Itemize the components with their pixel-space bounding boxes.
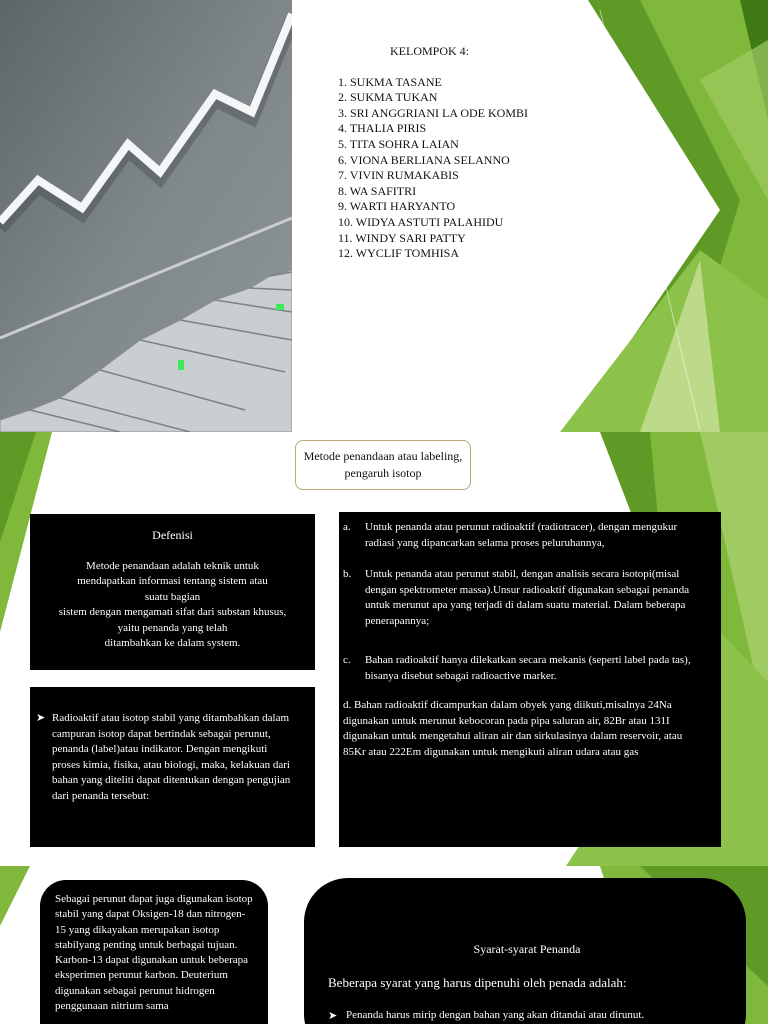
item-marker: b. [343, 568, 352, 580]
item-marker: d. [343, 699, 352, 711]
list-item: 10. WIDYA ASTUTI PALAHIDU [338, 214, 504, 229]
list-item: 3. SRI ANGGRIANI LA ODE KOMBI [338, 105, 529, 120]
item-text: Untuk penanda atau perunut radioaktif (radiotracer), dengan mengukur radiasi yang dipancarkan selama proses peluruhannya, [365, 521, 678, 549]
requirement-text: Penanda harus mirip dengan bahan yang akan ditandai atau dirunut. [346, 1009, 645, 1021]
definition-line: suatu bagian [144, 590, 201, 603]
requirements-box [304, 878, 746, 1024]
bullet-text: Radioaktif atau isotop stabil yang ditambahkan dalam campuran isotop dapat bertindak sebagai perunut, penanda (label)atau indikator. Dengan mengikuti proses kimia, fisika, atau biologi, maka, kelakuan dari bahan yang diteliti dapat ditentukan dengan pengujian dari penanda tersebut: [52, 712, 291, 802]
stable-isotope-text: Sebagai perunut dapat juga digunakan isotop stabil yang dapat Oksigen-18 dan nitrogen-15 yang dikayakan merupakan isotop stabilyang penting untuk berbagai tujuan. Karbon-13 dapat digunakan untuk beberapa eksperimen perunut karbon. Deuterium digunakan sebagai perunut hidrogen penggunaan nitrium sama [55, 893, 253, 1013]
stable-isotope-box [40, 880, 268, 1024]
arrow-bullet-icon: ➤ [36, 712, 46, 724]
list-item [343, 567, 705, 629]
list-item: 1. SUKMA TASANE [338, 74, 442, 89]
slide-group-members [0, 0, 768, 432]
list-item: 9. WARTI HARYANTO [338, 199, 456, 214]
bullet-item [36, 711, 295, 804]
definition-line: sistem dengan mengamati sifat dari substan khusus, [58, 606, 287, 618]
requirements-intro: Beberapa syarat yang harus dipenuhi oleh penada adalah: [328, 975, 627, 990]
item-marker: c. [343, 654, 351, 666]
definition-line: Metode penandaan adalah teknik untuk [86, 559, 259, 572]
list-item [343, 520, 705, 551]
item-text: Untuk penanda atau perunut stabil, dengan analisis secara isotopi(misal dengan spektrometer massa).Unsur radioaktif digunakan sebagai penanda untuk merunut apa yang terjadi di dalam suatu material. Dalam beberapa penerapannya; [365, 568, 690, 627]
item-text: Bahan radioaktif hanya dilekatkan secara mekanis (seperti label pada tas), bisanya disebut sebagai radioactive marker. [365, 654, 691, 682]
method-list-box [339, 512, 721, 847]
definition-box [30, 514, 315, 670]
bullet-item [328, 1009, 726, 1021]
group-member-list [338, 44, 528, 262]
list-item: 8. WA SAFITRI [338, 183, 417, 198]
group-title: KELOMPOK 4: [390, 44, 470, 58]
definition-text [30, 559, 315, 652]
list-item: 6. VIONA BERLIANA SELANNO [338, 152, 510, 167]
definition-line: mendapatkan informasi tentang sistem atau [77, 575, 268, 587]
definition-line: yaitu penanda yang telah [117, 621, 228, 634]
radioactive-bullet-box [30, 687, 315, 847]
definition-line: ditambahkan ke dalam system. [104, 637, 241, 649]
list-item: 2. SUKMA TUKAN [338, 90, 438, 105]
list-item: 12. WYCLIF TOMHISA [338, 246, 460, 261]
slide-title-callout: Metode penandaan atau labeling, pengaruh isotop [295, 440, 471, 490]
list-item: 7. VIVIN RUMAKABIS [338, 168, 459, 183]
definition-heading: Defenisi [152, 528, 193, 542]
member-list [338, 75, 528, 262]
list-item: 5. TITA SOHRA LAIAN [338, 136, 459, 151]
slide-tracer-requirements [0, 866, 768, 1024]
item-marker: a. [343, 521, 351, 533]
list-item: 11. WINDY SARI PATTY [338, 230, 466, 245]
requirements-heading: Syarat-syarat Penanda [473, 942, 581, 956]
arrow-bullet-icon: ➤ [328, 1010, 338, 1022]
list-item: 4. THALIA PIRIS [338, 121, 427, 136]
list-item [343, 698, 705, 760]
item-text: Bahan radioaktif dicampurkan dalam obyek yang diikuti,misalnya 24Na digunakan untuk merunut kebocoran pada pipa saluran air, 82Br atau 131I digunakan untuk mengetahui aliran air dan sirkulasinya dalam reservoir, atau 85Kr atau 222Em digunakan untuk mengikuti aliran udara atau gas [343, 699, 683, 758]
list-item [343, 653, 705, 684]
slide-labeling-method [0, 432, 768, 866]
